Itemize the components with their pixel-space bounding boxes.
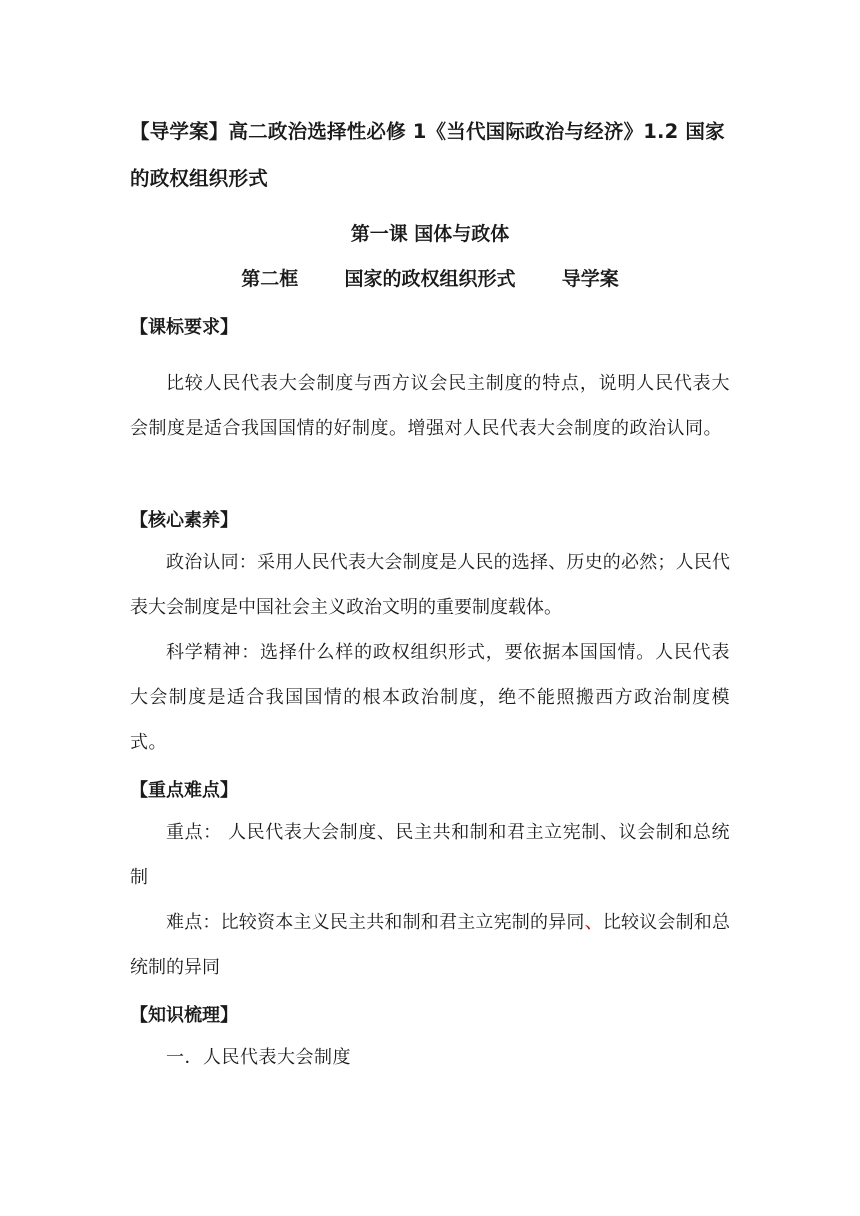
difficulty-part-2: 比较议会制和总统制的异同 [130, 912, 731, 978]
standards-heading: 【课标要求】 [130, 317, 238, 338]
literacy-scientific-spirit: 科学精神：选择什么样的政权组织形式，要依据本国国情。人民代表大会制度是适合我国国情的根本政治制度，绝不能照搬西方政治制度模式。 [130, 642, 730, 753]
lesson-heading: 第一课 国体与政体 [350, 223, 510, 245]
section-heading: 第二框 国家的政权组织形式 导学案 [241, 268, 619, 290]
keypoints-difficulty [130, 900, 730, 990]
keypoints-heading: 【重点难点】 [130, 780, 238, 801]
standards-text: 比较人民代表大会制度与西方议会民主制度的特点，说明人民代表大会制度是适合我国国情的好制度。增强对人民代表大会制度的政治认同。 [130, 373, 730, 439]
literacy-heading: 【核心素养】 [130, 510, 238, 531]
knowledge-item-1: 一．人民代表大会制度 [166, 1047, 351, 1068]
literacy-political-identity: 政治认同：采用人民代表大会制度是人民的选择、历史的必然；人民代表大会制度是中国社会主义政治文明的重要制度载体。 [130, 552, 730, 618]
keypoints-focus: 重点： 人民代表大会制度、民主共和制和君主立宪制、议会制和总统制 [130, 822, 730, 888]
difficulty-separator: 、 [584, 912, 603, 933]
difficulty-part-1: 难点：比较资本主义民主共和制和君主立宪制的异同 [166, 912, 585, 933]
knowledge-heading: 【知识梳理】 [130, 1005, 238, 1026]
document-title: 【导学案】高二政治选择性必修 1《当代国际政治与经济》1.2 国家的政权组织形式 [130, 120, 725, 190]
